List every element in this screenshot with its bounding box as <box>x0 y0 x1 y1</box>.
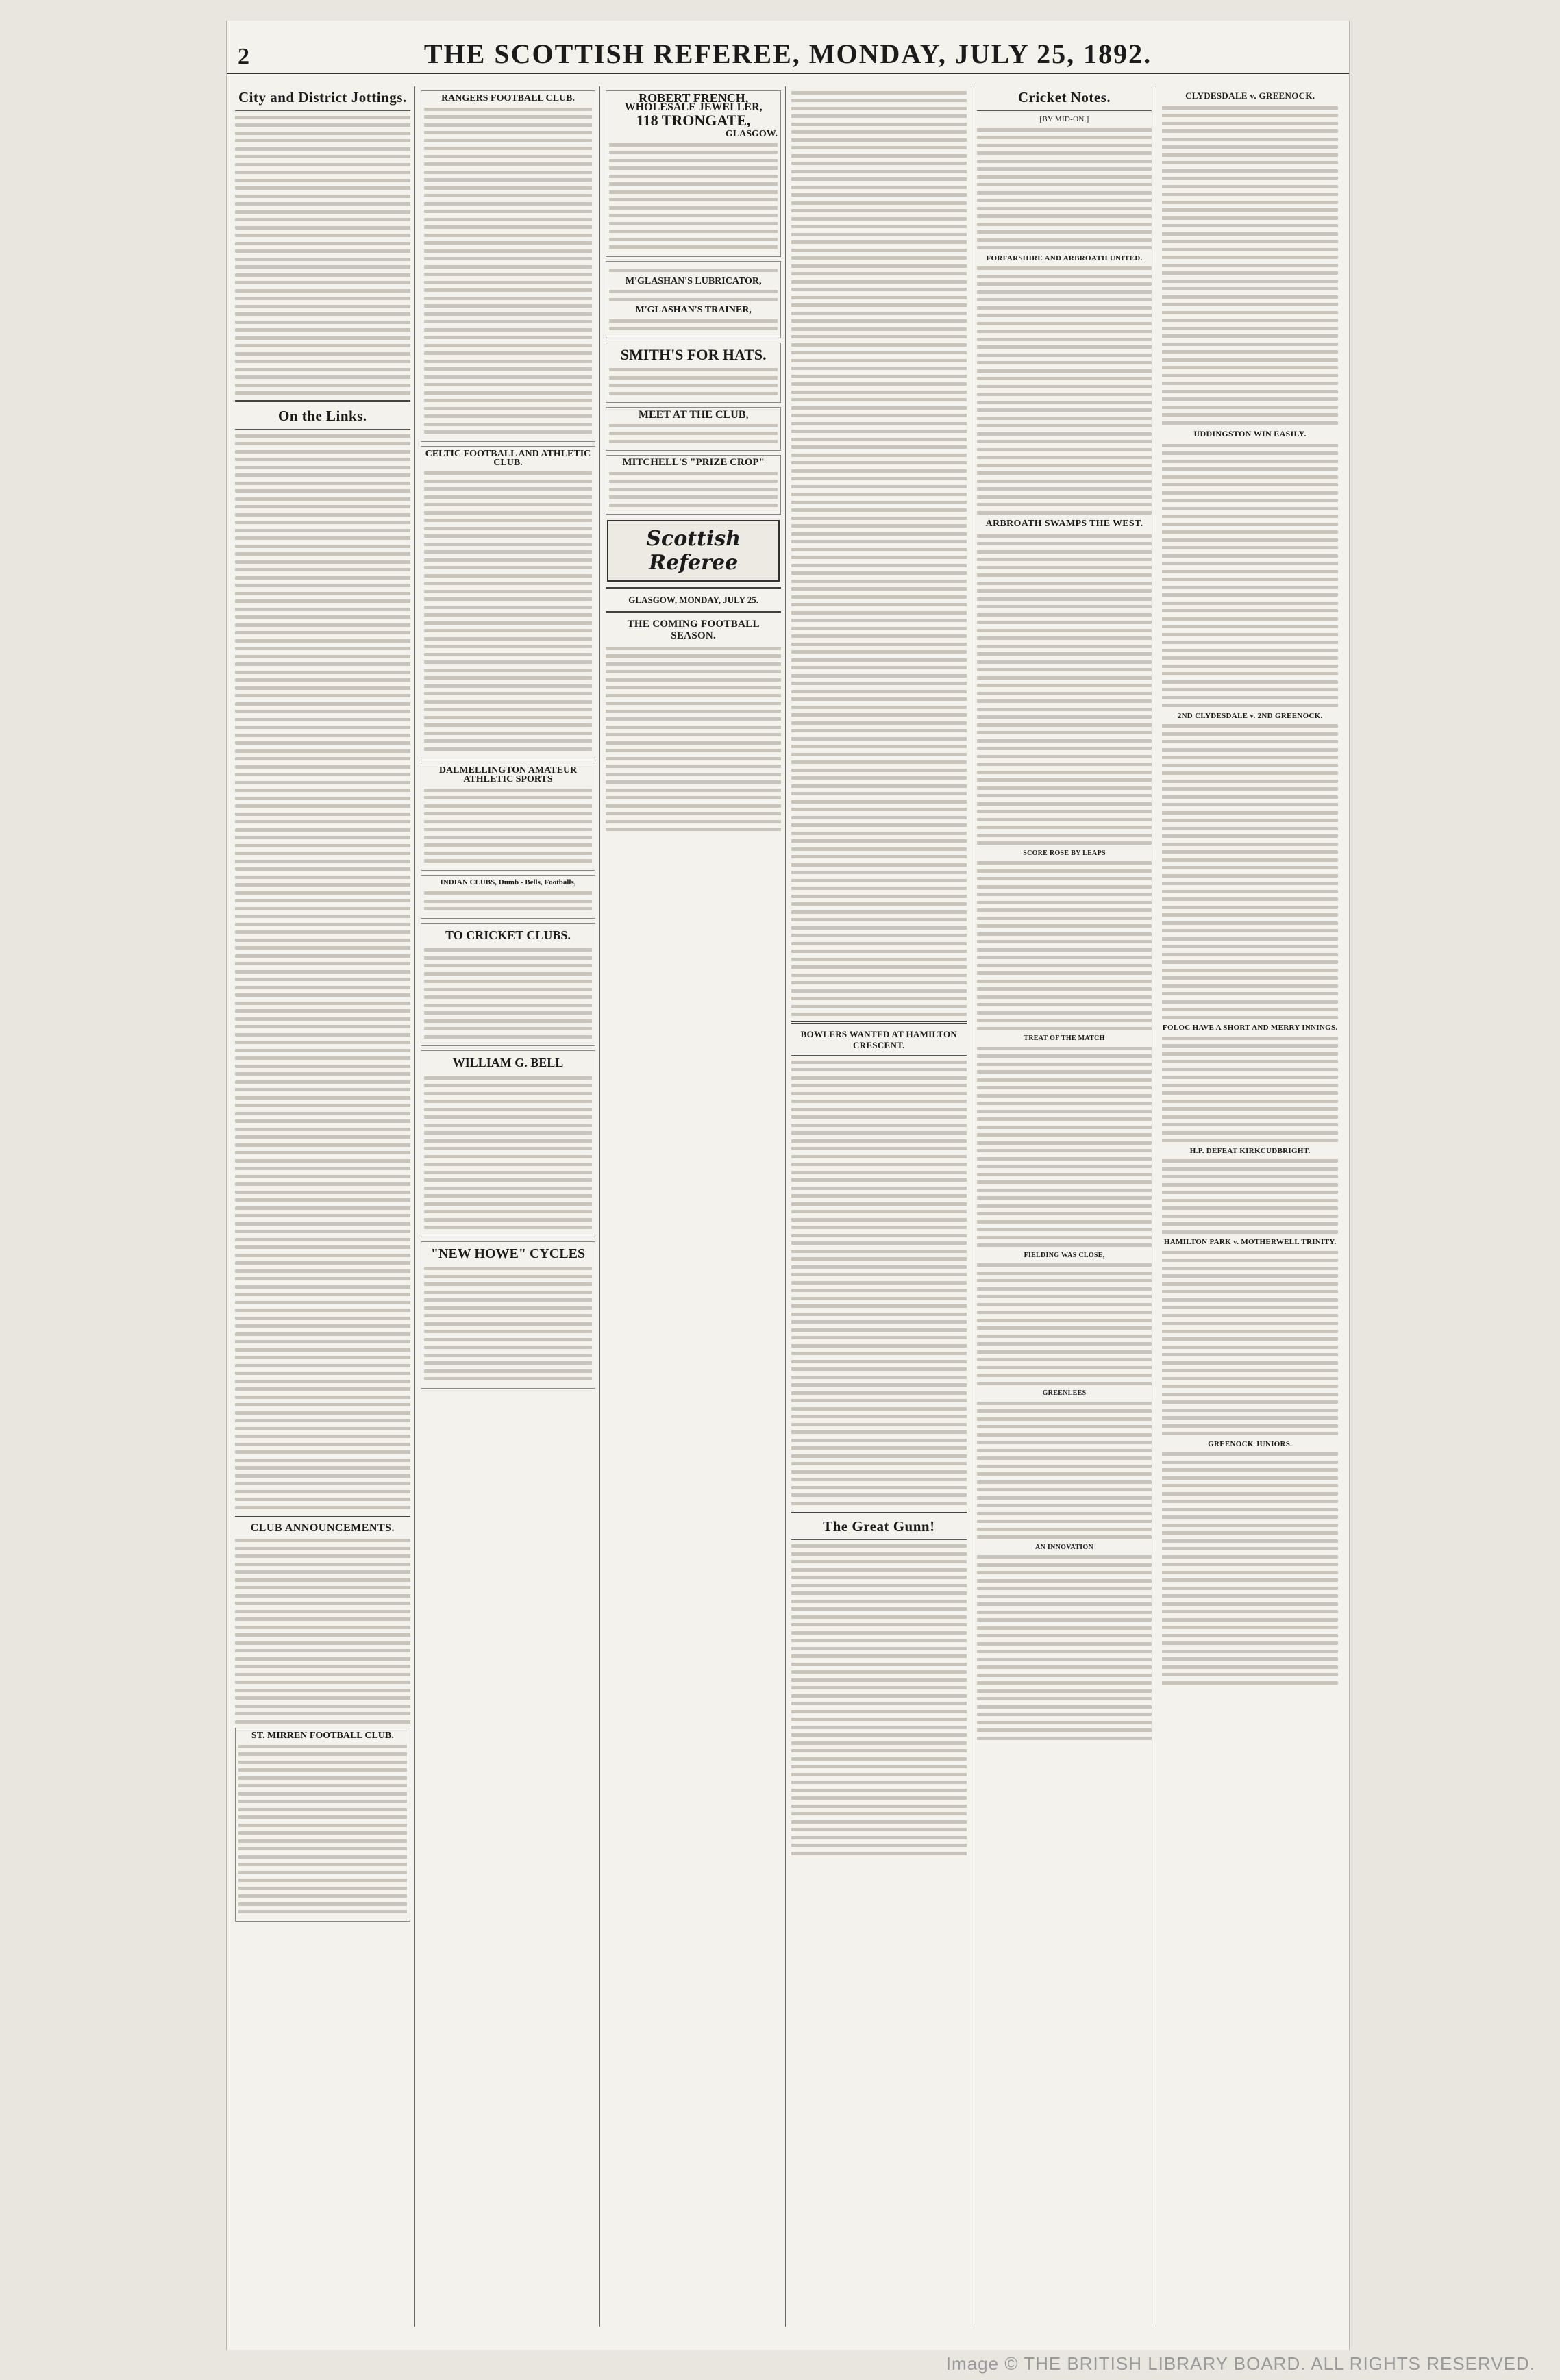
headline-cricket-notes: Cricket Notes. <box>1017 89 1111 106</box>
ad-william-bell: WILLIAM G. BELL <box>421 1050 596 1237</box>
article-text <box>977 1402 1152 1539</box>
subhead: FIELDING WAS CLOSE, <box>1024 1251 1105 1259</box>
ad-meet-at-club: MEET AT THE CLUB, <box>606 407 781 451</box>
byline: [BY MID-ON.] <box>1039 115 1089 123</box>
article-text <box>606 647 781 832</box>
article-text <box>791 1544 967 1855</box>
article-text <box>1162 1251 1338 1436</box>
ad-lubricator: M'GLASHAN'S LUBRICATOR, M'GLASHAN'S TRAINER, <box>606 261 781 338</box>
article-text <box>977 1047 1152 1248</box>
ad-smiths-hats: SMITH'S FOR HATS. <box>606 343 781 404</box>
headline-bowlers-wanted: BOWLERS WANTED AT HAMILTON CRESCENT. <box>800 1029 958 1050</box>
column-1 <box>235 86 415 2327</box>
article-text <box>977 1263 1152 1385</box>
article-text <box>977 534 1152 845</box>
columns <box>235 86 1342 2327</box>
article-text <box>1162 1037 1338 1143</box>
article-text <box>1162 1452 1338 1685</box>
ad-robert-french: ROBERT FRENCH, WHOLESALE JEWELLER, 118 TRONGATE, GLASGOW. <box>606 90 781 257</box>
subhead: HAMILTON PARK v. MOTHERWELL TRINITY. <box>1163 1238 1337 1246</box>
page-number: 2 <box>238 44 249 69</box>
article-text <box>1162 1159 1338 1234</box>
subhead: UDDINGSTON WIN EASILY. <box>1193 429 1307 438</box>
subhead: FOLOC HAVE A SHORT AND MERRY INNINGS. <box>1162 1024 1338 1032</box>
article-text <box>977 1555 1152 1740</box>
article-text <box>977 128 1152 250</box>
image-credit: Image © THE BRITISH LIBRARY BOARD. ALL RIGHTS RESERVED. <box>945 2353 1535 2374</box>
newspaper-page <box>226 21 1350 2350</box>
subhead: TREAT OF THE MATCH <box>1024 1034 1105 1042</box>
ad-cricket-clubs: TO CRICKET CLUBS. <box>421 923 596 1047</box>
subhead: FORFARSHIRE AND ARBROATH UNITED. <box>986 253 1143 262</box>
ad-prize-crop: MITCHELL'S "PRIZE CROP" <box>606 455 781 515</box>
ad-rangers: RANGERS FOOTBALL CLUB. <box>421 90 596 442</box>
subhead: SCORE ROSE BY LEAPS <box>1023 849 1106 857</box>
ad-celtic: CELTIC FOOTBALL AND ATHLETIC CLUB. <box>421 446 596 759</box>
column-5 <box>977 86 1157 2327</box>
ad-dalmellington: DALMELLINGTON AMATEUR ATHLETIC SPORTS <box>421 763 596 871</box>
headline-great-gunn: The Great Gunn! <box>823 1517 935 1535</box>
date-line: GLASGOW, MONDAY, JULY 25. <box>628 595 759 605</box>
article-text <box>791 91 967 1017</box>
article-text <box>235 116 410 395</box>
column-4 <box>791 86 971 2327</box>
headline-coming-season: THE COMING FOOTBALL SEASON. <box>627 619 760 641</box>
ad-new-howe-cycles: "NEW HOWE" CYCLES <box>421 1241 596 1389</box>
article-text <box>977 861 1152 1030</box>
article-text <box>235 1539 410 1724</box>
article-text <box>235 434 410 1509</box>
column-6 <box>1162 86 1342 2327</box>
headline-club-announcements: CLUB ANNOUNCEMENTS. <box>250 1522 395 1534</box>
article-text <box>1162 106 1338 425</box>
subhead: 2ND CLYDESDALE v. 2ND GREENOCK. <box>1177 711 1323 720</box>
masthead <box>227 34 1349 75</box>
article-text <box>977 266 1152 515</box>
article-text <box>791 1061 967 1505</box>
headline-city-jottings: City and District Jottings. <box>238 89 407 106</box>
article-text <box>1162 444 1338 708</box>
ad-st-mirren: ST. MIRREN FOOTBALL CLUB. <box>235 1728 410 1922</box>
subhead: GREENLEES <box>1042 1389 1087 1397</box>
subhead: CLYDESDALE v. GREENOCK. <box>1185 90 1315 101</box>
ad-indian-clubs: INDIAN CLUBS, Dumb - Bells, Footballs, <box>421 875 596 919</box>
subhead: GREENOCK JUNIORS. <box>1208 1439 1293 1448</box>
article-text <box>1162 724 1338 1019</box>
column-3 <box>606 86 786 2327</box>
scottish-referee-logo: Scottish Referee <box>607 520 780 582</box>
masthead-title: THE SCOTTISH REFEREE, MONDAY, JULY 25, 1892. <box>423 38 1152 69</box>
subhead: AN INNOVATION <box>1035 1543 1093 1551</box>
subhead: H.P. DEFEAT KIRKCUDBRIGHT. <box>1189 1146 1311 1155</box>
headline-on-the-links: On the Links. <box>278 408 367 424</box>
column-2 <box>421 86 601 2327</box>
subhead: ARBROATH SWAMPS THE WEST. <box>985 519 1143 529</box>
